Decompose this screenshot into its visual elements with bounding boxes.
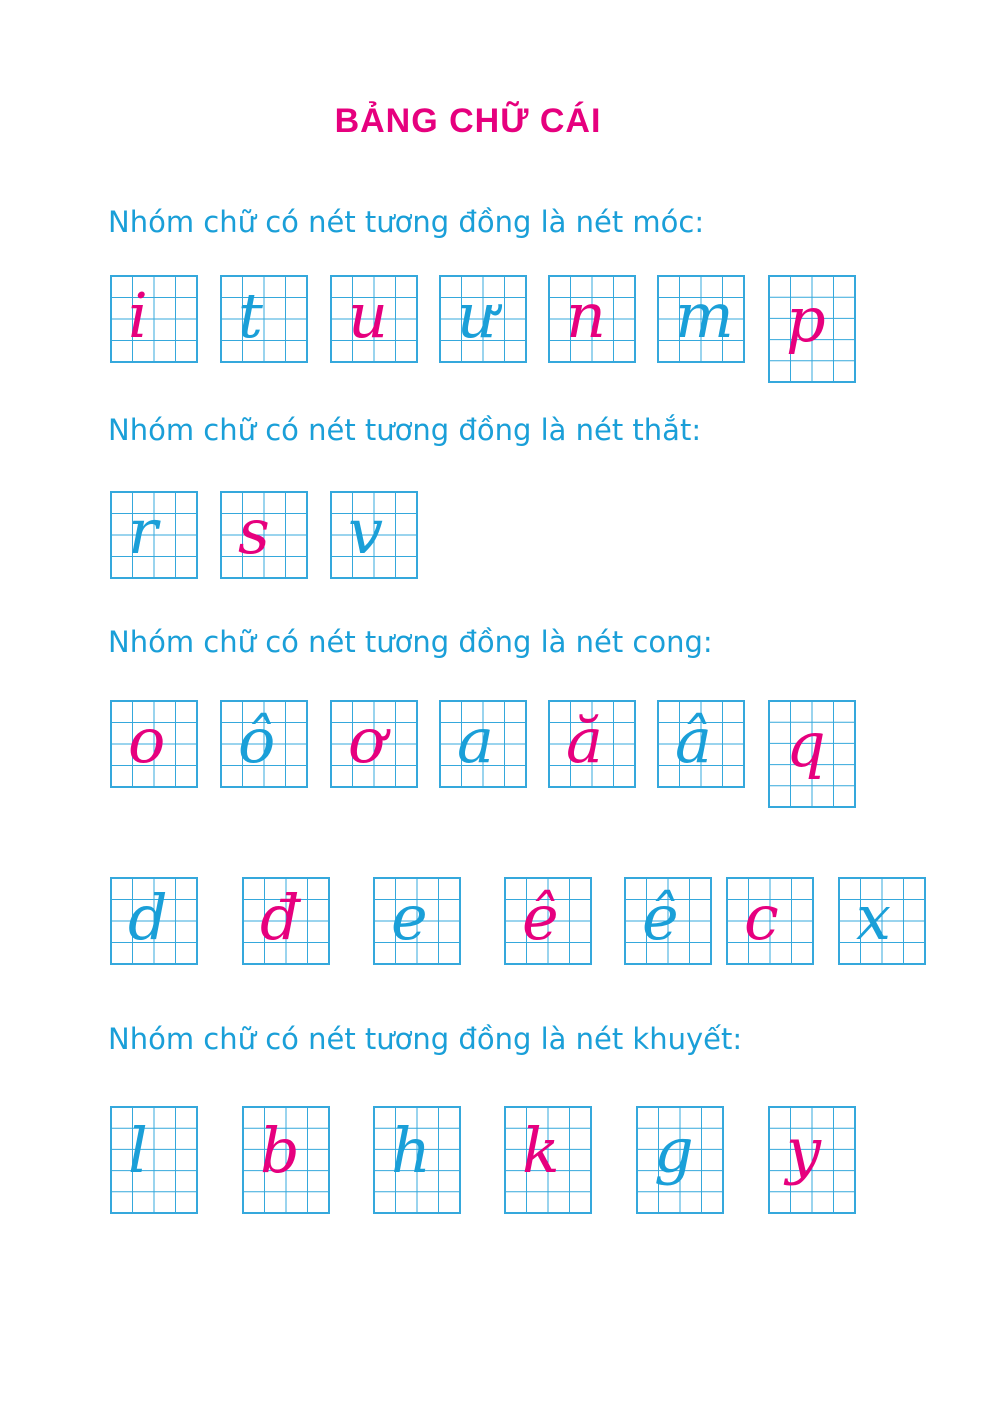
letter-cell-q: [768, 700, 856, 808]
letter-cell-l: [110, 1106, 198, 1214]
letter-cell-â: [657, 700, 745, 788]
letter-glyph: t: [238, 279, 263, 352]
letter-glyph: n: [566, 279, 606, 352]
letter-glyph: x: [856, 881, 891, 954]
letter-cell-k: [504, 1106, 592, 1214]
letter-glyph: g: [654, 1114, 694, 1187]
group-heading-moc: Nhóm chữ có nét tương đồng là nét móc:: [108, 205, 705, 239]
letter-cell-m: [657, 275, 745, 363]
letter-glyph: c: [744, 881, 779, 954]
group-heading-cong: Nhóm chữ có nét tương đồng là nét cong:: [108, 625, 713, 659]
letter-cell-d: [110, 877, 198, 965]
letter-cell-ơ: [330, 700, 418, 788]
letter-glyph: e: [391, 881, 428, 954]
letter-cell-n: [548, 275, 636, 363]
letter-cell-đ: [242, 877, 330, 965]
letter-glyph: k: [522, 1114, 560, 1187]
letter-glyph: ơ: [348, 704, 386, 777]
letter-glyph: p: [786, 283, 826, 356]
letter-glyph: đ: [260, 881, 300, 954]
letter-cell-ă: [548, 700, 636, 788]
letter-glyph: s: [238, 495, 270, 568]
writing-grid: [110, 275, 198, 363]
page-title: BẢNG CHỮ CÁI: [334, 102, 602, 140]
letter-cell-e: [373, 877, 461, 965]
letter-glyph: y: [786, 1114, 822, 1187]
letter-cell-ê: [624, 877, 712, 965]
letter-glyph: o: [128, 704, 166, 777]
letter-cell-x: [838, 877, 926, 965]
letter-cell-p: [768, 275, 856, 383]
letter-cell-ê: [504, 877, 592, 965]
letter-glyph: v: [348, 495, 384, 568]
letter-glyph: d: [128, 881, 168, 954]
letter-cell-c: [726, 877, 814, 965]
letter-cell-y: [768, 1106, 856, 1214]
letter-glyph: a: [457, 704, 494, 777]
letter-glyph: ă: [566, 704, 603, 777]
letter-cell-i: [110, 275, 198, 363]
letter-glyph: m: [675, 279, 734, 352]
letter-glyph: ô: [238, 704, 276, 777]
letter-cell-v: [330, 491, 418, 579]
letter-glyph: â: [675, 704, 712, 777]
letter-glyph: u: [348, 279, 388, 352]
letter-cell-r: [110, 491, 198, 579]
group-heading-that: Nhóm chữ có nét tương đồng là nét thắt:: [108, 413, 702, 447]
letter-glyph: l: [128, 1114, 148, 1187]
letter-cell-a: [439, 700, 527, 788]
letter-glyph: q: [786, 708, 826, 781]
letter-glyph: ê: [642, 881, 679, 954]
group-heading-khuyet: Nhóm chữ có nét tương đồng là nét khuyết:: [108, 1022, 743, 1056]
letter-cell-t: [220, 275, 308, 363]
letter-cell-u: [330, 275, 418, 363]
letter-cell-o: [110, 700, 198, 788]
letter-cell-ô: [220, 700, 308, 788]
letter-glyph: ư: [457, 279, 497, 352]
letter-cell-h: [373, 1106, 461, 1214]
letter-glyph: r: [128, 495, 158, 568]
letter-glyph: i: [128, 279, 148, 352]
letter-cell-b: [242, 1106, 330, 1214]
letter-glyph: ê: [522, 881, 559, 954]
letter-glyph: h: [391, 1114, 431, 1187]
writing-grid: [110, 1106, 198, 1214]
letter-glyph: b: [260, 1114, 300, 1187]
writing-grid: [220, 275, 308, 363]
letter-cell-g: [636, 1106, 724, 1214]
letter-cell-s: [220, 491, 308, 579]
letter-cell-ư: [439, 275, 527, 363]
